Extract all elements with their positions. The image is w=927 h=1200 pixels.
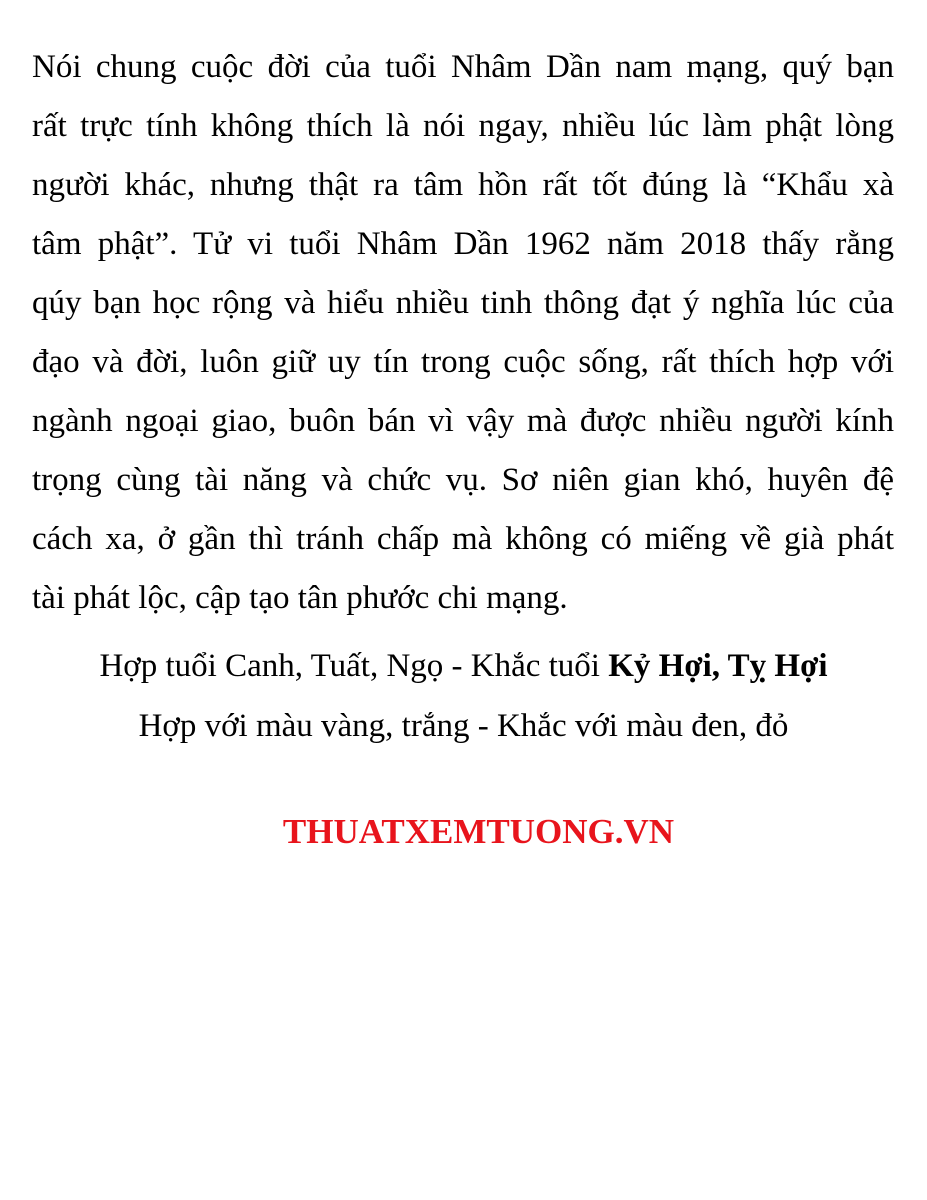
paragraph-line: đạo và đời, luôn giữ uy tín trong cuộc sống, rất thích hợp với	[32, 344, 894, 380]
incompatible-ages-bold: Kỷ Hợi, Tỵ Hợi	[608, 648, 828, 684]
website-name: THUATXEMTUONG.VN	[282, 812, 675, 851]
paragraph-line: trọng cùng tài năng và chức vụ. Sơ niên gian khó, huyên đệ	[32, 462, 894, 498]
compatible-ages-line	[0, 646, 927, 686]
paragraph-line: tài phát lộc, cập tạo tân phước chi mạng.	[32, 580, 568, 616]
compatible-ages-text: Hợp tuổi Canh, Tuất, Ngọ - Khắc tuổi	[99, 648, 609, 684]
paragraph-line: tâm phật”. Tử vi tuổi Nhâm Dần 1962 năm 2018 thấy rằng	[32, 226, 894, 262]
paragraph-line: cách xa, ở gần thì tránh chấp mà không có miếng về già phát	[32, 521, 894, 557]
paragraph-line: ngành ngoại giao, buôn bán vì vậy mà được nhiều người kính	[32, 403, 894, 439]
paragraph-line: rất trực tính không thích là nói ngay, nhiều lúc làm phật lòng	[32, 108, 894, 144]
paragraph-line: qúy bạn học rộng và hiểu nhiều tinh thông đạt ý nghĩa lúc của	[32, 285, 894, 321]
paragraph-line: người khác, nhưng thật ra tâm hồn rất tốt đúng là “Khẩu xà	[32, 167, 894, 203]
paragraph-line: Nói chung cuộc đời của tuổi Nhâm Dần nam mạng, quý bạn	[32, 49, 894, 85]
main-paragraph	[32, 38, 894, 628]
compatible-colors-line: Hợp với màu vàng, trắng - Khắc với màu đen, đỏ	[138, 708, 789, 744]
